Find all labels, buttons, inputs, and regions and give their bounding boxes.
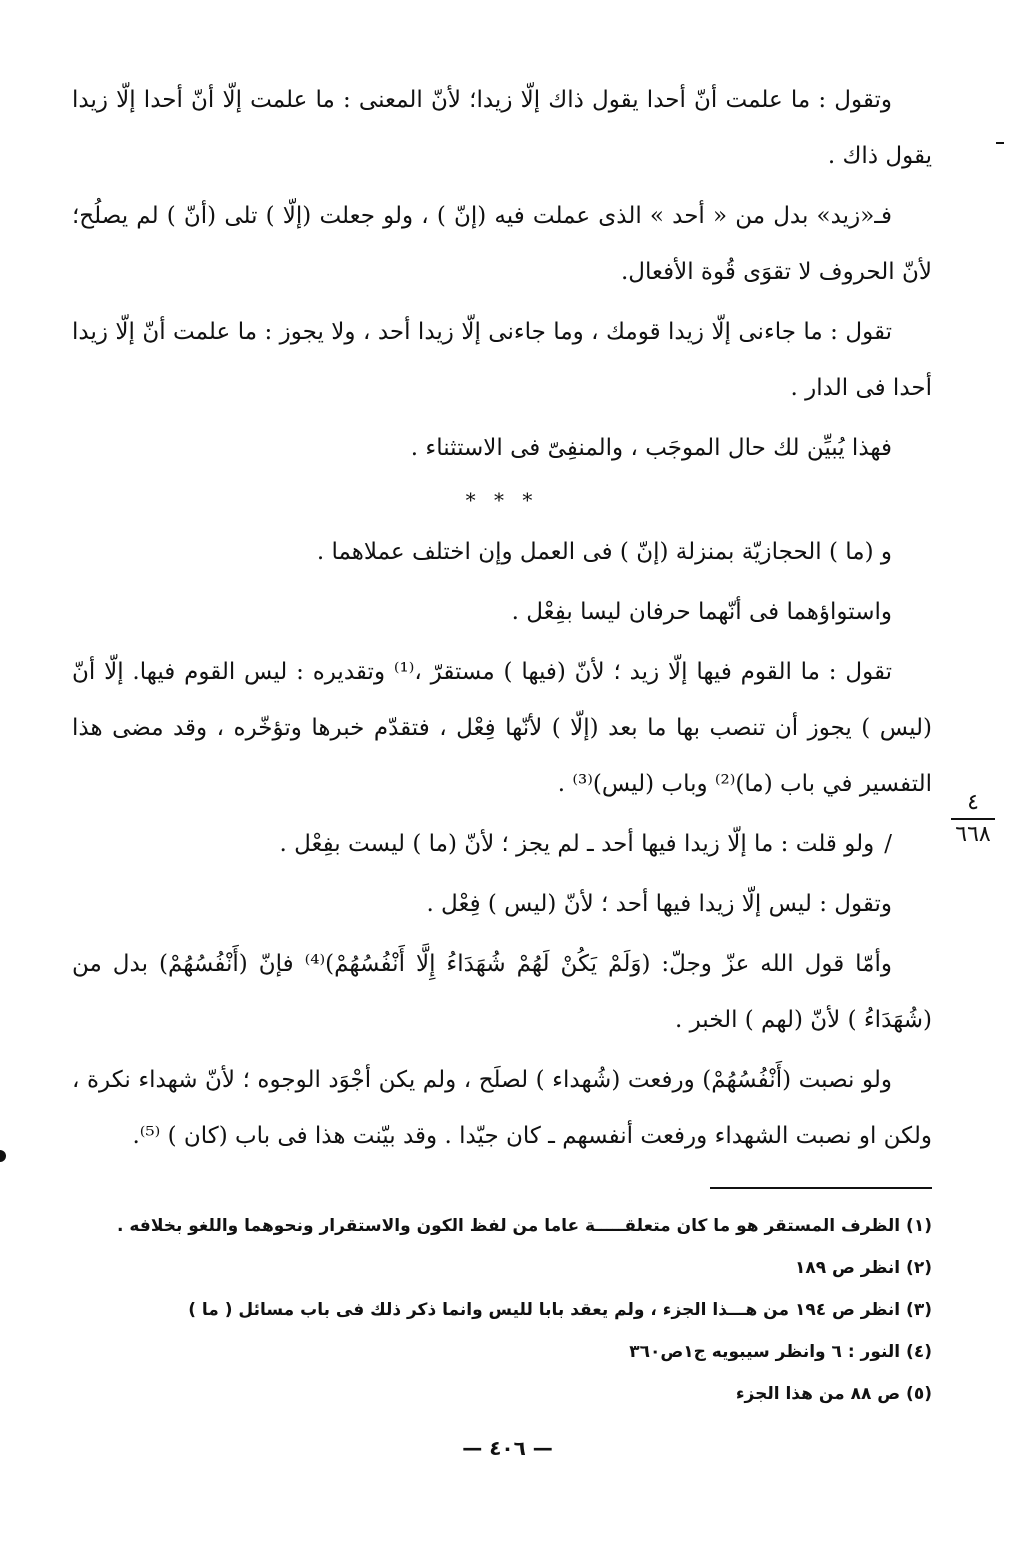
footnote-4: (٤) النور : ٦ وانظر سيبويه ج١ص٣٦٠ (629, 1342, 932, 1362)
paragraph-8 (72, 816, 932, 872)
edge-ink-dot (0, 1150, 6, 1162)
paragraph-9: وتقول : ليس إلّا زيدا فيها أحد ؛ لأنّ (ليس ) فِعْل . (426, 891, 892, 917)
paragraph-4: فهذا يُبيِّن لك حال الموجَب ، والمنفِىّ فى الاستثناء . (410, 435, 892, 461)
footnote-1: (١) الظرف المستقر هو ما كان متعلقـــــة عاما من لفظ الكون والاستقرار ونحوهما واللغو بخلافه . (117, 1216, 932, 1236)
section-separator: * * * (465, 488, 539, 512)
paragraph-2: فـ«زيد» بدل من « أحد » الذى عملت فيه (إنّ ) ، ولو جعلت (إلّا ) تلى (أنّ ) لم يصلُح؛ لأنّ الحروف لا تقوَى قُوة الأفعال. (72, 203, 932, 285)
footnote-5: (٥) ص ٨٨ من هذا الجزء (735, 1384, 932, 1404)
footnote-2: (٢) انظر ص ١٨٩ (794, 1258, 932, 1278)
paragraph-7: تقول : ما القوم فيها إلّا زيد ؛ لأنّ (فيها ) مستقرّ ،⁽¹⁾ وتقديره : ليس القوم فيها. إلّا أنّ (ليس ) يجوز أن تنصب بها ما بعد (إلّا ) لأنّها فِعْل ، فتقدّم خبرها وتؤخّره ، وقد مضى هذا التفسير في باب (ما)⁽²⁾ وباب (ليس)⁽³⁾ . (72, 659, 932, 797)
paragraph-6: واستواؤهما فى أنّهما حرفان ليسا بفِعْل . (511, 599, 892, 625)
paragraph-3: تقول : ما جاءنى إلّا زيدا قومك ، وما جاءنى إلّا زيدا أحد ، ولا يجوز : ما علمت أنّ إلّا زيدا أحدا فى الدار . (72, 319, 932, 401)
margin-fraction-bar (951, 818, 995, 820)
margin-page: ٦٦٨ (955, 822, 991, 847)
paragraph-8-text: ولو قلت : ما إلّا زيدا فيها أحد ـ لم يجز ؛ لأنّ (ما ) ليست بفِعْل . (279, 831, 875, 857)
page-break-slash: / (884, 831, 892, 857)
margin-page-reference (944, 790, 1002, 848)
paragraph-1: وتقول : ما علمت أنّ أحدا يقول ذاك إلّا زيدا؛ لأنّ المعنى : ما علمت إلّا أنّ أحدا إلّا زيدا يقول ذاك . (72, 87, 932, 169)
footnote-3: (٣) انظر ص ١٩٤ من هـــذا الجزء ، ولم يعقد بابا لليس وانما ذكر ذلك فى باب مسائل ( ما ) (188, 1300, 932, 1320)
footnotes (72, 1208, 932, 1418)
paragraph-11: ولو نصبت (أَنْفُسُهُمْ) ورفعت (شُهداء ) لصلَح ، ولم يكن أجْوَد الوجوه ؛ لأنّ شهداء نكرة ، ولكن او نصبت الشهداء ورفعت أنفسهم ـ كان جيّدا . وقد بيّنت هذا فى باب (كان ) ⁽⁵⁾. (72, 1067, 932, 1149)
margin-volume: ٤ (967, 790, 979, 815)
margin-tick-mark (996, 142, 1004, 144)
paragraph-5: و (ما ) الحجازيّة بمنزلة (إنّ ) فى العمل وإن اختلف عملاهما . (316, 539, 892, 565)
footnote-rule (710, 1187, 932, 1189)
main-text (72, 72, 932, 1168)
page-number: — ٤٠٦ — (462, 1436, 553, 1460)
paragraph-10: وأمّا قول الله عزّ وجلّ: (وَلَمْ يَكُنْ لَهُمْ شُهَدَاءُ إِلَّا أَنْفُسُهُمْ)⁽⁴⁾ فإنّ (أَنْفُسُهُمْ) بدل من (شُهَدَاءُ ) لأنّ (لهم ) الخبر . (72, 951, 932, 1033)
